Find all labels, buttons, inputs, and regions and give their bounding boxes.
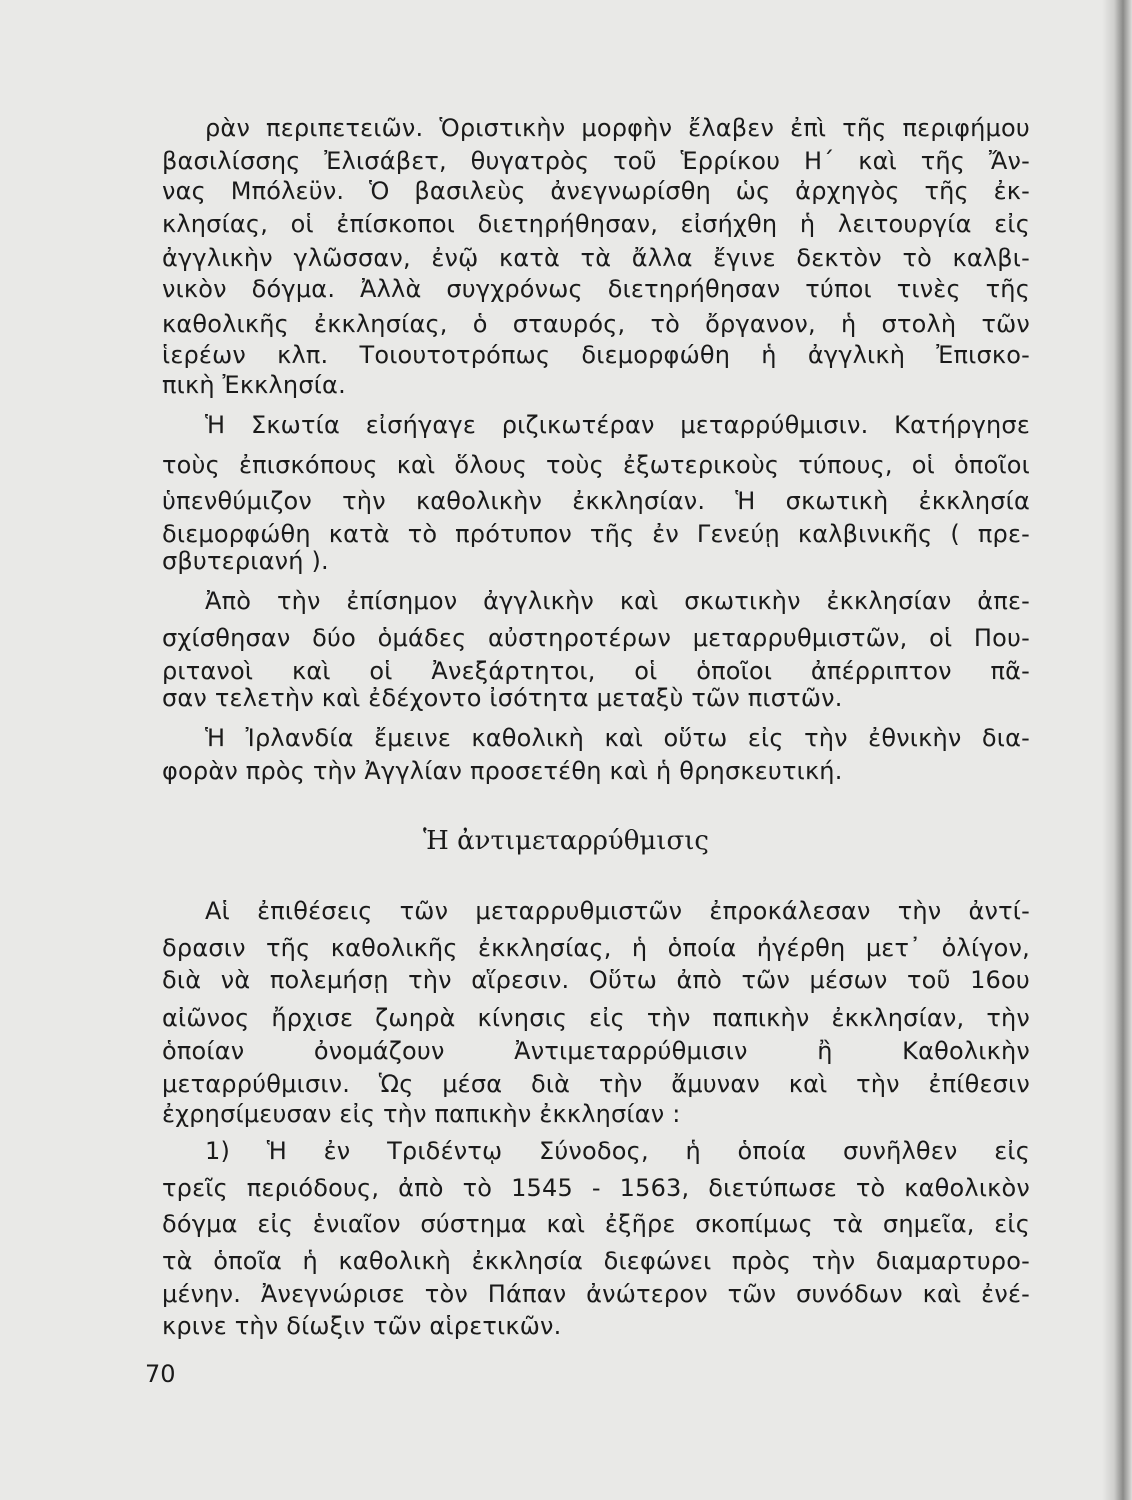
section-heading: Ἡ ἀντιμεταρρύθμισις: [423, 826, 709, 856]
text-line: δόγμα εἰς ἑνιαῖον σύστημα καὶ ἐξῆρε σκοπίμως τὰ σημεῖα, εἰς: [162, 1210, 1030, 1238]
text-line: μένην. Ἀνεγνώρισε τὸν Πάπαν ἀνώτερον τῶν συνόδων καὶ ἐνέ-: [162, 1280, 1030, 1308]
text-line: βασιλίσσης Ἐλισάβετ, θυγατρὸς τοῦ Ἑρρίκου Η΄ καὶ τῆς Ἄν-: [162, 147, 1030, 175]
text-line: ἀγγλικὴν γλῶσσαν, ἐνῷ κατὰ τὰ ἄλλα ἔγινε δεκτὸν τὸ καλβι-: [162, 244, 1030, 272]
text-line: καθολικῆς ἐκκλησίας, ὁ σταυρός, τὸ ὄργανον, ἡ στολὴ τῶν: [162, 310, 1030, 338]
text-line: πικὴ Ἐκκλησία.: [162, 371, 346, 399]
text-line: ἱερέων κλπ. Τοιουτοτρόπως διεμορφώθη ἡ ἀγγλικὴ Ἐπισκο-: [162, 341, 1030, 369]
text-line: ρὰν περιπετειῶν. Ὁριστικὴν μορφὴν ἔλαβεν ἐπὶ τῆς περιφήμου: [205, 114, 1030, 142]
text-line: δρασιν τῆς καθολικῆς ἐκκλησίας, ἡ ὁποία ἠγέρθη μετ᾽ ὀλίγον,: [162, 934, 1030, 962]
text-line: φορὰν πρὸς τὴν Ἀγγλίαν προσετέθη καὶ ἡ θρησκευτική.: [162, 757, 843, 785]
text-line: διεμορφώθη κατὰ τὸ πρότυπον τῆς ἐν Γενεύῃ καλβινικῆς ( πρε-: [162, 520, 1030, 548]
page-edge-shadow: [1102, 0, 1132, 1500]
text-line: τοὺς ἐπισκόπους καὶ ὅλους τοὺς ἐξωτερικοὺς τύπους, οἱ ὁποῖοι: [162, 451, 1030, 479]
text-line: τρεῖς περιόδους, ἀπὸ τὸ 1545 - 1563, διετύπωσε τὸ καθολικὸν: [162, 1174, 1030, 1202]
text-line: ριτανοὶ καὶ οἱ Ἀνεξάρτητοι, οἱ ὁποῖοι ἀπέρριπτον πᾶ-: [162, 657, 1030, 685]
text-line: σχίσθησαν δύο ὁμάδες αὐστηροτέρων μεταρρυθμιστῶν, οἱ Που-: [162, 624, 1030, 652]
text-line: νικὸν δόγμα. Ἀλλὰ συγχρόνως διετηρήθησαν τύποι τινὲς τῆς: [162, 275, 1030, 303]
text-line: τὰ ὁποῖα ἡ καθολικὴ ἐκκλησία διεφώνει πρὸς τὴν διαμαρτυρο-: [162, 1247, 1030, 1275]
text-line: σβυτεριανή ).: [162, 547, 329, 575]
text-line: κλησίας, οἱ ἐπίσκοποι διετηρήθησαν, εἰσήχθη ἡ λειτουργία εἰς: [162, 210, 1030, 238]
text-line: Ἀπὸ τὴν ἐπίσημον ἀγγλικὴν καὶ σκωτικὴν ἐκκλησίαν ἀπε-: [205, 587, 1030, 615]
text-line: ὑπενθύμιζον τὴν καθολικὴν ἐκκλησίαν. Ἡ σκωτικὴ ἐκκλησία: [162, 487, 1030, 515]
page-number: 70: [145, 1360, 176, 1388]
text-line: μεταρρύθμισιν. Ὡς μέσα διὰ τὴν ἄμυναν καὶ τὴν ἐπίθεσιν: [162, 1070, 1030, 1098]
text-line: Ἡ Ἰρλανδία ἔμεινε καθολικὴ καὶ οὕτω εἰς τὴν ἐθνικὴν δια-: [205, 724, 1030, 752]
text-line: ἐχρησίμευσαν εἰς τὴν παπικὴν ἐκκλησίαν :: [162, 1100, 681, 1128]
text-line: Αἱ ἐπιθέσεις τῶν μεταρρυθμιστῶν ἐπροκάλεσαν τὴν ἀντί-: [205, 897, 1030, 925]
text-line: ὁποίαν ὀνομάζουν Ἀντιμεταρρύθμισιν ἢ Καθολικὴν: [162, 1037, 1030, 1065]
text-line: 1) Ἡ ἐν Τριδέντῳ Σύνοδος, ἡ ὁποία συνῆλθεν εἰς: [205, 1137, 1030, 1165]
text-line: σαν τελετὴν καὶ ἐδέχοντο ἰσότητα μεταξὺ τῶν πιστῶν.: [162, 684, 843, 712]
text-line: κρινε τὴν δίωξιν τῶν αἱρετικῶν.: [162, 1312, 562, 1340]
text-line: Ἡ Σκωτία εἰσήγαγε ριζικωτέραν μεταρρύθμισιν. Κατήργησε: [205, 411, 1030, 439]
text-line: νας Μπόλεϋν. Ὁ βασιλεὺς ἀνεγνωρίσθη ὡς ἀρχηγὸς τῆς ἐκ-: [162, 177, 1030, 205]
text-line: διὰ νὰ πολεμήσῃ τὴν αἵρεσιν. Οὕτω ἀπὸ τῶν μέσων τοῦ 16ου: [162, 966, 1030, 994]
text-line: αἰῶνος ἤρχισε ζωηρὰ κίνησις εἰς τὴν παπικὴν ἐκκλησίαν, τὴν: [162, 1004, 1030, 1032]
